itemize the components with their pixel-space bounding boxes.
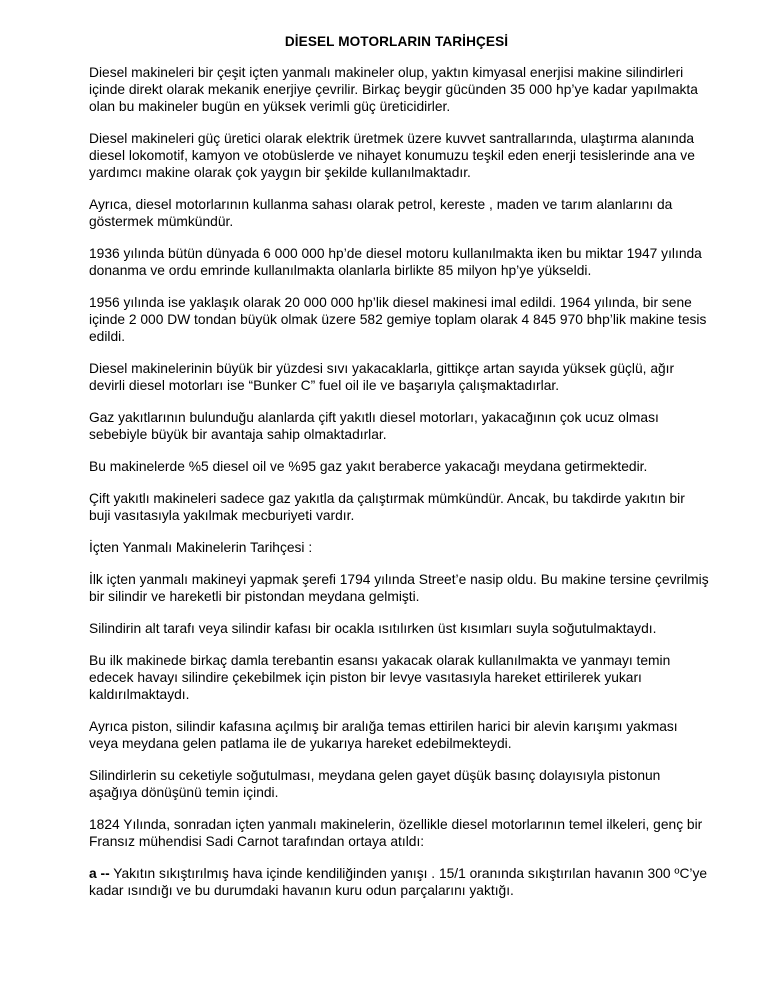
paragraph-2: Diesel makineleri güç üretici olarak elektrik üretmek üzere kuvvet santrallarında, ulaştırma alanında diesel lokomotif, kamyon ve otobüslerde ve nihayet konumuzu teşkil eden enerji tesislerinde ana ve yardımcı makine olarak çok yaygın bir şekilde kullanılmaktadır. <box>89 131 695 180</box>
paragraph-5: 1956 yılında ise yaklaşık olarak 20 000 000 hp’lik diesel makinesi imal edildi. 1964 yılında, bir sene içinde 2 000 DW tondan büyük olmak üzere 582 gemiye toplam olarak 4 845 970 bhp’lik makine tesis edildi. <box>89 295 707 344</box>
paragraph-10: İlk içten yanmalı makineyi yapmak şerefi 1794 yılında Street’e nasip oldu. Bu makine tersine çevrilmiş bir silindir ve hareketli bir pistondan meydana gelmişti. <box>89 572 709 604</box>
paragraph-9: Çift yakıtlı makineleri sadece gaz yakıtla da çalıştırmak mümkündür. Ancak, bu takdirde yakıtın bir buji vasıtasıyla yakılmak mecburiyeti vardır. <box>89 491 685 523</box>
paragraph-4: 1936 yılında bütün dünyada 6 000 000 hp’de diesel motoru kullanılmakta iken bu miktar 1947 yılında donanma ve ordu emrinde kullanılmakta olanlarla birlikte 85 milyon hp’ye yükseldi. <box>89 246 702 278</box>
paragraph-8: Bu makinelerde %5 diesel oil ve %95 gaz yakıt beraberce yakacağı meydana getirmektedir. <box>89 459 648 474</box>
paragraph-13: Ayrıca piston, silindir kafasına açılmış bir aralığa temas ettirilen harici bir alevin karışımı yakması veya meydana gelen patlama ile de yukarıya hareket edebilmekteydi. <box>89 719 678 751</box>
paragraph-12: Bu ilk makinede birkaç damla terebantin esansı yakacak olarak kullanılmakta ve yanmayı temin edecek havayı silindire çekebilmek için piston bir levye vasıtasıyla hareket ettirilerek yukarı kaldırılmaktaydı. <box>89 653 671 702</box>
section-heading: İçten Yanmalı Makinelerin Tarihçesi : <box>89 540 313 555</box>
paragraph-7: Gaz yakıtlarının bulunduğu alanlarda çift yakıtlı diesel motorları, yakacağının çok ucuz olması sebebiyle büyük bir avantaja sahip olmaktadırlar. <box>89 410 659 442</box>
paragraph-14: Silindirlerin su ceketiyle soğutulması, meydana gelen gayet düşük basınç dolayısıyla pistonun aşağıya dönüşünü temin içindi. <box>89 768 661 800</box>
list-item-text: Yakıtın sıkıştırılmış hava içinde kendiliğinden yanışı . 15/1 oranında sıkıştırılan havanın 300 ºC’ye kadar ısındığı ve bu durumdaki havanın kuru odun parçalarını yaktığı. <box>89 866 708 898</box>
list-item-a <box>89 865 710 899</box>
paragraph-1: Diesel makineleri bir çeşit içten yanmalı makineler olup, yaktın kimyasal enerjisi makine silindirleri içinde direkt olarak mekanik enerjiye çevrilir. Birkaç beygir gücünden 35 000 hp’ye kadar yapılmakta olan bu makineler bugün en yüksek verimli güç üreticidirler. <box>89 65 698 114</box>
document-title: DİESEL MOTORLARIN TARİHÇESİ <box>284 34 509 49</box>
paragraph-6: Diesel makinelerinin büyük bir yüzdesi sıvı yakacaklarla, gittikçe artan sayıda yüksek güçlü, ağır devirli diesel motorları ise “Bunker C” fuel oil ile ve başarıyla çalışmaktadırlar. <box>89 361 675 393</box>
paragraph-15: 1824 Yılında, sonradan içten yanmalı makinelerin, özellikle diesel motorlarının temel ilkeleri, genç bir Fransız mühendisi Sadi Carnot tarafından ortaya atıldı: <box>89 817 703 849</box>
paragraph-11: Silindirin alt tarafı veya silindir kafası bir ocakla ısıtılırken üst kısımları suyla soğutulmaktaydı. <box>89 621 657 636</box>
paragraph-3: Ayrıca, diesel motorlarının kullanma sahası olarak petrol, kereste , maden ve tarım alanlarını da göstermek mümkündür. <box>89 197 673 229</box>
list-item-marker: a -- <box>89 866 110 881</box>
